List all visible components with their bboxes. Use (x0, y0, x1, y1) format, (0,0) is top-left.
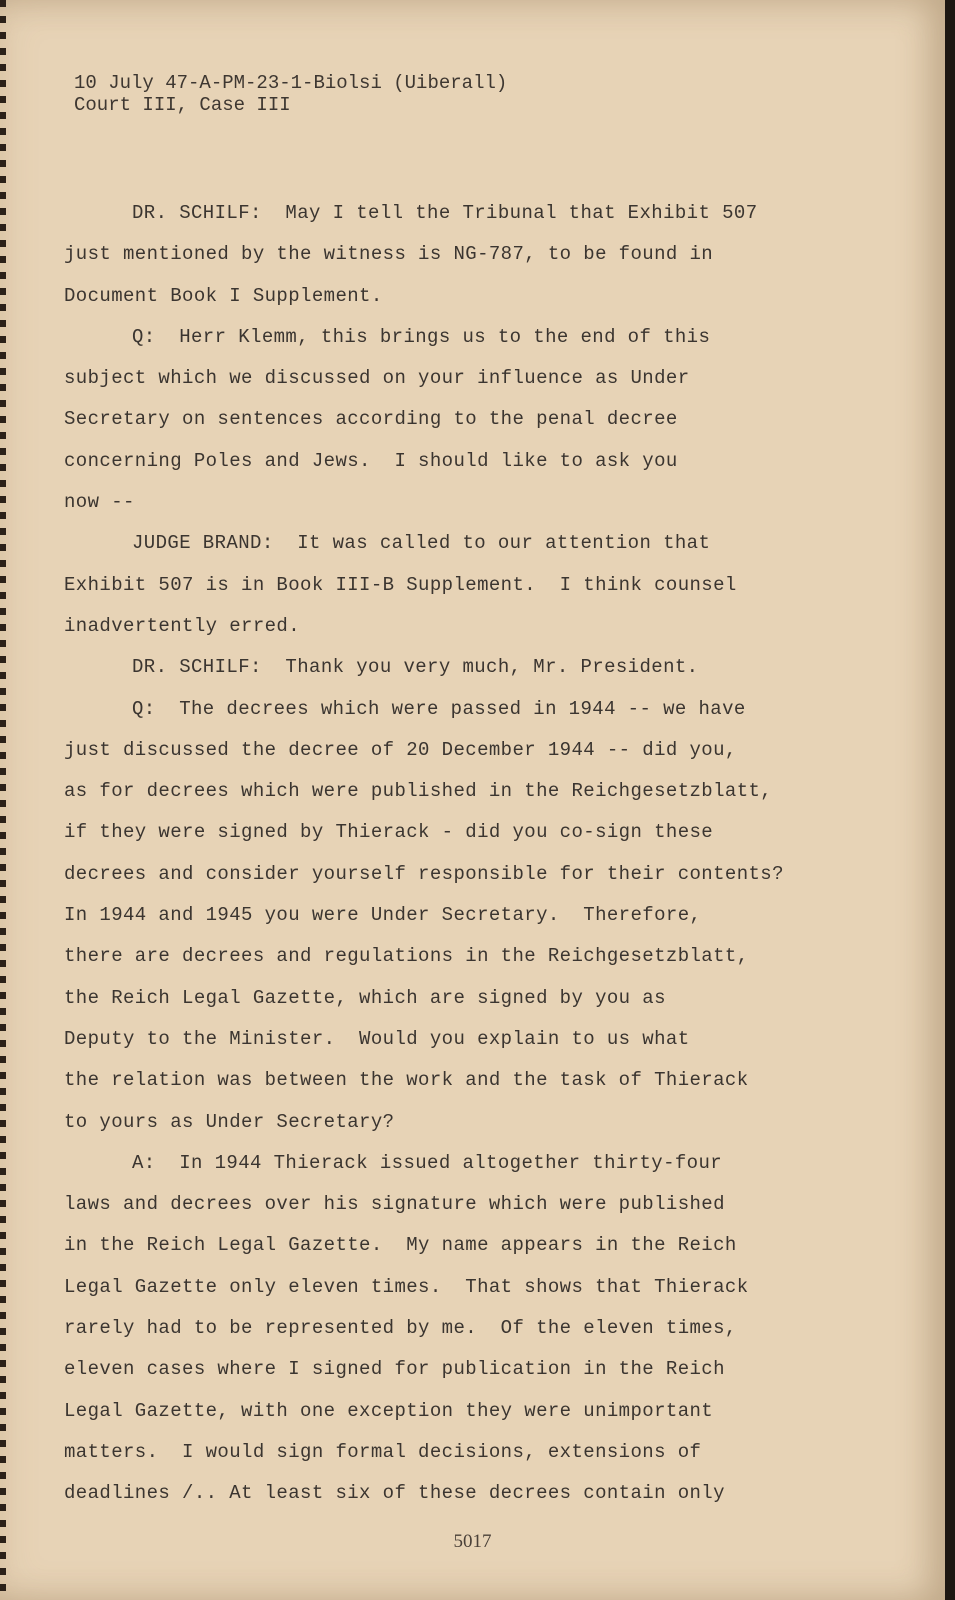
text-line: Document Book I Supplement. (64, 284, 383, 307)
text-line: if they were signed by Thierack - did you co-sign these (64, 821, 714, 844)
text-line: A: In 1944 Thierack issued altogether thirty-four (132, 1151, 723, 1174)
document-header (74, 72, 507, 116)
binder-spiral (0, 0, 6, 1600)
text-line: laws and decrees over his signature which were published (64, 1193, 725, 1216)
text-line: In 1944 and 1945 you were Under Secretary. Therefore, (64, 904, 702, 927)
text-line: Exhibit 507 is in Book III-B Supplement. I think counsel (64, 573, 737, 596)
text-line: as for decrees which were published in the Reichgesetzblatt, (64, 780, 773, 803)
text-line: concerning Poles and Jews. I should like to ask you (64, 449, 678, 472)
text-line: decrees and consider yourself responsible for their contents? (64, 862, 784, 885)
text-line: inadvertently erred. (64, 614, 301, 637)
text-line: the relation was between the work and the task of Thierack (64, 1069, 749, 1092)
page-edge-shadow (945, 0, 955, 1600)
text-line: there are decrees and regulations in the Reichgesetzblatt, (64, 945, 749, 968)
text-line: matters. I would sign formal decisions, extensions of (64, 1440, 702, 1463)
text-line: Q: The decrees which were passed in 1944 -- we have (132, 697, 746, 720)
text-line: DR. SCHILF: May I tell the Tribunal that Exhibit 507 (132, 202, 758, 224)
header-line-1: 10 July 47-A-PM-23-1-Biolsi (Uiberall) (74, 72, 508, 94)
text-line: deadlines /.. At least six of these decrees contain only (64, 1482, 725, 1505)
text-line: to yours as Under Secretary? (64, 1110, 395, 1133)
text-line: subject which we discussed on your influence as Under (64, 367, 690, 390)
text-line: just mentioned by the witness is NG-787, to be found in (64, 243, 714, 266)
text-line: just discussed the decree of 20 December 1944 -- did you, (64, 738, 737, 761)
text-line: Legal Gazette, with one exception they were unimportant (64, 1399, 714, 1422)
text-line: DR. SCHILF: Thank you very much, Mr. President. (132, 656, 699, 679)
transcript-body (64, 193, 824, 1515)
text-line: eleven cases where I signed for publication in the Reich (64, 1358, 725, 1381)
text-line: JUDGE BRAND: It was called to our attention that (132, 532, 711, 555)
text-line: in the Reich Legal Gazette. My name appears in the Reich (64, 1234, 737, 1257)
text-line: Q: Herr Klemm, this brings us to the end of this (132, 325, 711, 348)
text-line: rarely had to be represented by me. Of the eleven times, (64, 1317, 737, 1340)
text-line: Deputy to the Minister. Would you explain to us what (64, 1027, 690, 1050)
text-line: Secretary on sentences according to the penal decree (64, 408, 678, 431)
header-line-2: Court III, Case III (74, 94, 291, 116)
text-line: now -- (64, 491, 135, 514)
page-number: 5017 (453, 1531, 492, 1552)
text-line: the Reich Legal Gazette, which are signed by you as (64, 986, 666, 1009)
text-line: Legal Gazette only eleven times. That shows that Thierack (64, 1275, 749, 1298)
